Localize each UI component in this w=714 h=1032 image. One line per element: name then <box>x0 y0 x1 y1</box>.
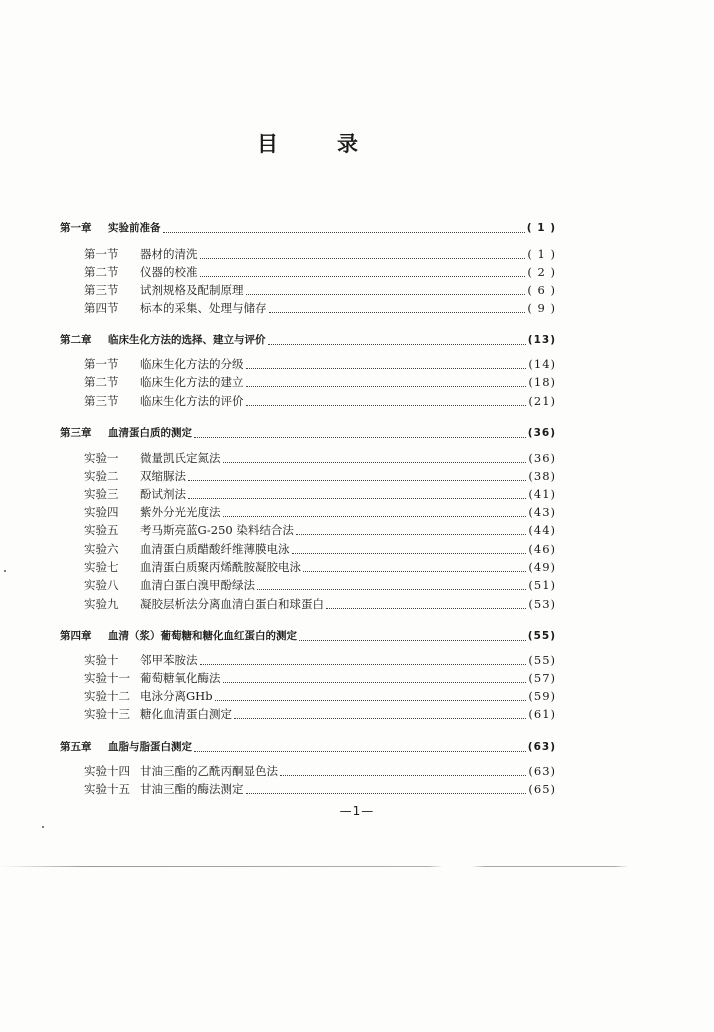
toc-entry-row <box>84 282 556 299</box>
toc-page-number: (43) <box>528 505 556 519</box>
toc-label: 实验三 <box>84 487 119 501</box>
toc-label: 第三节 <box>84 283 119 297</box>
dot-leader <box>246 783 527 794</box>
toc-label: 实验十二 <box>84 689 130 703</box>
toc-label: 实验十 <box>84 653 119 667</box>
dot-leader <box>303 561 526 572</box>
toc-entry-row <box>84 264 556 281</box>
toc-page-number: (53) <box>528 597 556 611</box>
toc-page-number: (65) <box>528 782 556 796</box>
toc-entry-row <box>84 781 556 798</box>
toc-text: 实验前准备 <box>108 222 161 234</box>
toc-text: 微量凯氏定氮法 <box>140 451 221 465</box>
toc-label: 第四章 <box>60 630 92 642</box>
toc-text: 凝胶层析法分离血清白蛋白和球蛋白 <box>140 597 324 611</box>
toc-page-number: ( 1 ) <box>527 247 556 261</box>
dot-leader <box>246 284 526 295</box>
toc-label: 实验五 <box>84 523 119 537</box>
dot-leader <box>200 654 527 665</box>
toc-label: 第二节 <box>84 265 119 279</box>
dot-leader <box>246 376 527 387</box>
toc-label: 实验十四 <box>84 764 130 778</box>
toc-label: 实验十三 <box>84 707 130 721</box>
toc-entry-row <box>84 688 556 705</box>
toc-entry-row <box>84 541 556 558</box>
toc-text: 紫外分光光度法 <box>140 505 221 519</box>
dot-leader <box>268 334 526 345</box>
dot-leader <box>194 741 526 752</box>
toc-entry-row <box>84 522 556 539</box>
toc-entry-row <box>84 763 556 780</box>
toc-page-number: (61) <box>528 707 556 721</box>
dot-leader <box>194 427 526 438</box>
toc-chapter-row <box>60 220 556 237</box>
toc-text: 邻甲苯胺法 <box>140 653 198 667</box>
toc-page-number: (55) <box>527 630 556 642</box>
toc-page-number: (18) <box>528 375 556 389</box>
dot-leader <box>257 579 526 590</box>
toc-title <box>0 128 714 158</box>
toc-page-number: (41) <box>528 487 556 501</box>
toc-entry-row <box>84 670 556 687</box>
toc-entry-row <box>84 374 556 391</box>
dot-leader <box>326 598 526 609</box>
toc-label: 实验六 <box>84 542 119 556</box>
dot-leader <box>234 708 526 719</box>
dot-leader <box>215 690 527 701</box>
toc-page-number: (63) <box>527 741 556 753</box>
toc-entry-row <box>84 300 556 317</box>
toc-page-number: (51) <box>528 578 556 592</box>
toc-page-number: ( 6 ) <box>527 283 556 297</box>
toc-entry-row <box>84 468 556 485</box>
toc-label: 实验二 <box>84 469 119 483</box>
toc-page-number: (36) <box>528 451 556 465</box>
toc-text: 血脂与脂蛋白测定 <box>108 741 192 753</box>
toc-label: 第三节 <box>84 394 119 408</box>
toc-page-number: (59) <box>528 689 556 703</box>
toc-text: 临床生化方法的分级 <box>140 357 244 371</box>
toc-page-number: (49) <box>528 560 556 574</box>
scan-speck <box>42 826 44 828</box>
toc-text: 临床生化方法的选择、建立与评价 <box>108 334 266 346</box>
toc-page-number: (36) <box>527 427 556 439</box>
toc-text: 考马斯亮蓝G-250 染料结合法 <box>140 523 294 537</box>
toc-chapter-row <box>60 332 556 349</box>
toc-label: 第二节 <box>84 375 119 389</box>
toc-label: 实验一 <box>84 451 119 465</box>
dot-leader <box>269 302 526 313</box>
toc-page-number: (38) <box>528 469 556 483</box>
toc-chapter-row <box>60 628 556 645</box>
toc-page-number: ( 1 ) <box>526 222 556 234</box>
toc-text: 酚试剂法 <box>140 487 186 501</box>
dot-leader <box>246 358 527 369</box>
toc-label: 第一节 <box>84 357 119 371</box>
toc-page-number: (46) <box>528 542 556 556</box>
dot-leader <box>223 672 527 683</box>
title-char-1: 目 <box>257 132 278 156</box>
dot-leader <box>299 630 526 641</box>
toc-page-number: (57) <box>528 671 556 685</box>
toc-entry-row <box>84 450 556 467</box>
toc-entry-row <box>84 596 556 613</box>
toc-text: 血清蛋白质聚丙烯酰胺凝胶电泳 <box>140 560 301 574</box>
dot-leader <box>246 395 527 406</box>
toc-text: 临床生化方法的评价 <box>140 394 244 408</box>
title-char-2: 录 <box>337 132 358 156</box>
toc-page-number: (21) <box>528 394 556 408</box>
toc-page-number: (14) <box>528 357 556 371</box>
toc-page-number: ( 9 ) <box>527 301 556 315</box>
dot-leader <box>223 506 527 517</box>
toc-entry-row <box>84 652 556 669</box>
toc-entry-row <box>84 246 556 263</box>
toc-text: 仪器的校准 <box>140 265 198 279</box>
toc-chapter-row <box>60 739 556 756</box>
toc-label: 实验八 <box>84 578 119 592</box>
toc-text: 甘油三酯的乙酰丙酮显色法 <box>140 764 278 778</box>
toc-text: 标本的采集、处理与储存 <box>140 301 267 315</box>
toc-text: 器材的清洗 <box>140 247 198 261</box>
dot-leader <box>292 543 527 554</box>
toc-label: 实验九 <box>84 597 119 611</box>
toc-label: 实验十一 <box>84 671 130 685</box>
toc-entry-row <box>84 504 556 521</box>
toc-page-number: ( 2 ) <box>527 265 556 279</box>
toc-text: 电泳分离GHb <box>140 689 213 703</box>
toc-text: 血清（浆）葡萄糖和糖化血红蛋白的测定 <box>108 630 297 642</box>
toc-label: 第一章 <box>60 222 92 234</box>
dot-leader <box>223 452 527 463</box>
toc-entry-row <box>84 393 556 410</box>
dot-leader <box>280 765 526 776</box>
toc-entry-row <box>84 577 556 594</box>
toc-text: 试剂规格及配制原理 <box>140 283 244 297</box>
scan-speck <box>4 570 6 572</box>
dot-leader <box>163 222 525 233</box>
toc-entry-row <box>84 559 556 576</box>
toc-page-number: (13) <box>527 334 556 346</box>
toc-label: 第一节 <box>84 247 119 261</box>
toc-page-number: (44) <box>528 523 556 537</box>
toc-text: 糖化血清蛋白测定 <box>140 707 232 721</box>
toc-text: 甘油三酯的酶法测定 <box>140 782 244 796</box>
dot-leader <box>200 248 526 259</box>
dot-leader <box>200 266 526 277</box>
scan-divider-line <box>0 866 714 867</box>
toc-label: 实验四 <box>84 505 119 519</box>
toc-entry-row <box>84 486 556 503</box>
toc-label: 实验七 <box>84 560 119 574</box>
toc-label: 第五章 <box>60 741 92 753</box>
toc-label: 第二章 <box>60 334 92 346</box>
toc-text: 血清蛋白质的测定 <box>108 427 192 439</box>
toc-text: 临床生化方法的建立 <box>140 375 244 389</box>
dot-leader <box>296 524 527 535</box>
toc-text: 葡萄糖氧化酶法 <box>140 671 221 685</box>
toc-label: 实验十五 <box>84 782 130 796</box>
page-number: —1— <box>339 804 375 818</box>
toc-entry-row <box>84 706 556 723</box>
toc-chapter-row <box>60 425 556 442</box>
toc-label: 第四节 <box>84 301 119 315</box>
toc-page-number: (63) <box>528 764 556 778</box>
dot-leader <box>188 470 526 481</box>
toc-text: 双缩脲法 <box>140 469 186 483</box>
dot-leader <box>188 488 526 499</box>
toc-text: 血清蛋白质醋酸纤维薄膜电泳 <box>140 542 290 556</box>
toc-page-number: (55) <box>528 653 556 667</box>
toc-text: 血清白蛋白溴甲酚绿法 <box>140 578 255 592</box>
toc-entry-row <box>84 356 556 373</box>
toc-label: 第三章 <box>60 427 92 439</box>
